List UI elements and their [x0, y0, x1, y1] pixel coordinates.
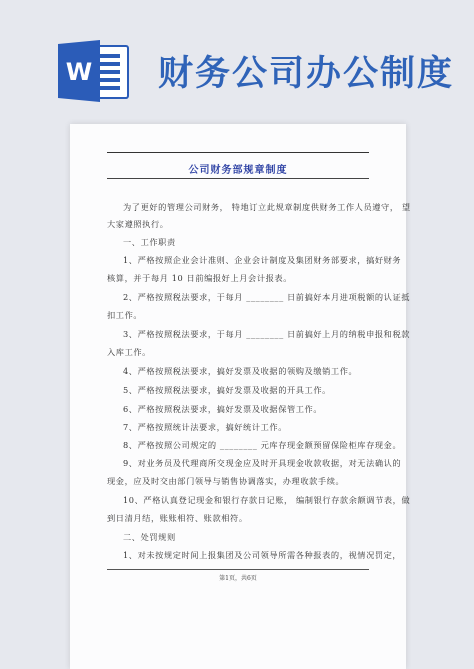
paragraph-line: 为了更好的管理公司财务， 特地订立此规章制度供财务工作人员遵守， 望 — [123, 202, 411, 212]
footer-rule — [107, 569, 369, 570]
paragraph-line: 1、对未按规定时间上报集团及公司领导所需各种报表的，视情况罚定， — [123, 550, 402, 560]
section-heading: 二、处罚规则 — [123, 532, 176, 542]
paragraph-line: 到日清月结，账账相符、账款相符。 — [107, 513, 248, 523]
paragraph-line: 2、严格按照税法要求，于每月 ________ 日前搞好本月进项税额的认证抵 — [123, 292, 411, 302]
paragraph-line: 5、严格按照税法要求，搞好发票及收据的开具工作。 — [123, 385, 331, 395]
paragraph-line: 10、严格认真登记现金和银行存款日记账， 编制银行存款余额调节表，做 — [123, 495, 411, 505]
paragraph-line: 1、严格按照企业会计准则、企业会计制度及集团财务部要求，搞好财务 — [123, 255, 402, 265]
paragraph-line: 4、严格按照税法要求，搞好发票及收据的领购及缴销工作。 — [123, 366, 358, 376]
paragraph-line: 核算，并于每月 10 日前编报好上月会计报表。 — [107, 273, 292, 283]
paragraph-line: 现金，应及时交由部门领导与销售协调落实，办理收款手续。 — [107, 476, 345, 486]
document-title: 公司财务部规章制度 — [188, 165, 288, 176]
section-heading: 一、工作职责 — [123, 237, 176, 247]
paragraph-line: 6、严格按照税法要求，搞好发票及收据保管工作。 — [123, 404, 323, 414]
banner-title: 财务公司办公制度 — [158, 54, 455, 94]
page-number: 第1页，共6页 — [219, 575, 257, 582]
paragraph-line: 扣工作。 — [107, 310, 143, 320]
svg-text:W: W — [65, 58, 93, 86]
banner — [0, 0, 474, 118]
paragraph-line: 入库工作。 — [107, 347, 151, 357]
paragraph-line: 8、严格按照公司规定的 ________ 元库存现金额预留保险柜库存现金。 — [123, 440, 402, 450]
paragraph-line: 大家遵照执行。 — [107, 219, 169, 229]
header-rule — [107, 152, 369, 153]
paragraph-line: 9、对业务员及代理商所交现金应及时开具现金收款收据，对无法确认的 — [123, 458, 402, 468]
document-page — [70, 124, 411, 669]
paragraph-line: 7、严格按照统计法要求，搞好统计工作。 — [123, 422, 287, 432]
title-rule — [107, 178, 369, 179]
paragraph-line: 3、严格按照税法要求，于每月 ________ 日前搞好上月的纳税申报和税款 — [123, 329, 411, 339]
word-document-icon — [56, 40, 132, 102]
